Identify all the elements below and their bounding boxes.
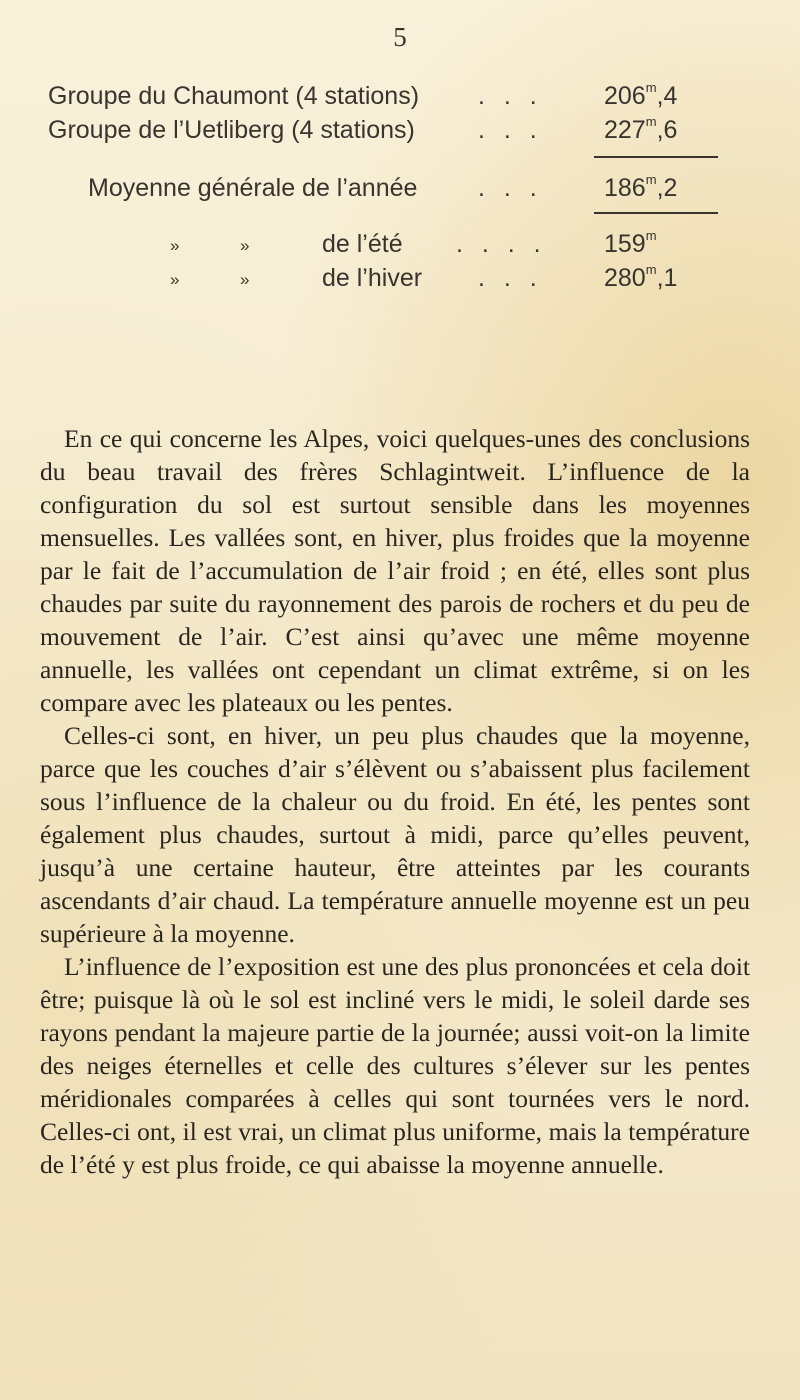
table-row	[0, 264, 800, 296]
ditto-mark: »	[240, 270, 250, 289]
body-text	[40, 422, 750, 1181]
row-dots: . . . .	[456, 230, 547, 258]
ditto-mark: »	[170, 270, 180, 289]
row-dots: . . .	[478, 82, 543, 110]
table-row	[0, 82, 800, 114]
row-dots: . . .	[478, 174, 543, 202]
ditto-mark: »	[170, 236, 180, 255]
table-row	[0, 174, 800, 206]
row-label: de l’été	[322, 230, 403, 258]
row-value: 186$^m$,2	[604, 172, 678, 202]
row-value: 159$^m$	[604, 228, 657, 258]
row-value: 227$^m$,6	[604, 114, 678, 144]
table-row	[0, 116, 800, 148]
row-label: de l’hiver	[322, 264, 423, 292]
paragraph: Celles-ci sont, en hiver, un peu plus chaudes que la moyenne, parce que les couches d’air s’élèvent ou s’abaissent plus facilement sous l’influence de la chaleur ou du froid. En été, les pentes sont également plus chaudes, surtout à midi, parce qu’elles peuvent, jusqu’à une certaine hauteur, être atteintes par les courants ascendants d’air chaud. La température annuelle moyenne est un peu supérieure à la moyenne.	[40, 721, 750, 948]
row-label: Groupe du Chaumont (4 stations)	[48, 82, 420, 110]
sum-rule-bottom	[594, 212, 718, 214]
row-value: 280$^m$,1	[604, 262, 678, 292]
row-value: 206$^m$,4	[604, 80, 678, 110]
row-dots: . . .	[478, 116, 543, 144]
row-label: Moyenne générale de l’année	[88, 174, 418, 202]
ditto-mark: »	[240, 236, 250, 255]
row-label: Groupe de l’Uetliberg (4 stations)	[48, 116, 415, 144]
page-number: 5	[393, 22, 407, 52]
sum-rule-top	[594, 156, 718, 158]
row-dots: . . .	[478, 264, 543, 292]
table-row	[0, 230, 800, 262]
paragraph: L’influence de l’exposition est une des plus prononcées et cela doit être; puisque là où le sol est incliné vers le midi, le soleil darde ses rayons pendant la majeure partie de la journée; aussi voit-on la limite des neiges éternelles et celle des cultures s’élever sur les pentes méridionales comparées à celles qui sont tournées vers le nord. Celles-ci ont, il est vrai, un climat plus uniforme, mais la température de l’été y est plus froide, ce qui abaisse la moyenne annuelle.	[40, 952, 750, 1179]
paragraph: En ce qui concerne les Alpes, voici quelques-unes des conclusions du beau travail des frères Schlagintweit. L’influence de la configuration du sol est surtout sensible dans les moyennes mensuelles. Les vallées sont, en hiver, plus froides que la moyenne par le fait de l’accumulation de l’air froid ; en été, elles sont plus chaudes par suite du rayonnement des parois de rochers et du peu de mouvement de l’air. C’est ainsi qu’avec une même moyenne annuelle, les vallées ont cependant un climat extrême, si on les compare avec les plateaux ou les pentes.	[40, 424, 750, 717]
